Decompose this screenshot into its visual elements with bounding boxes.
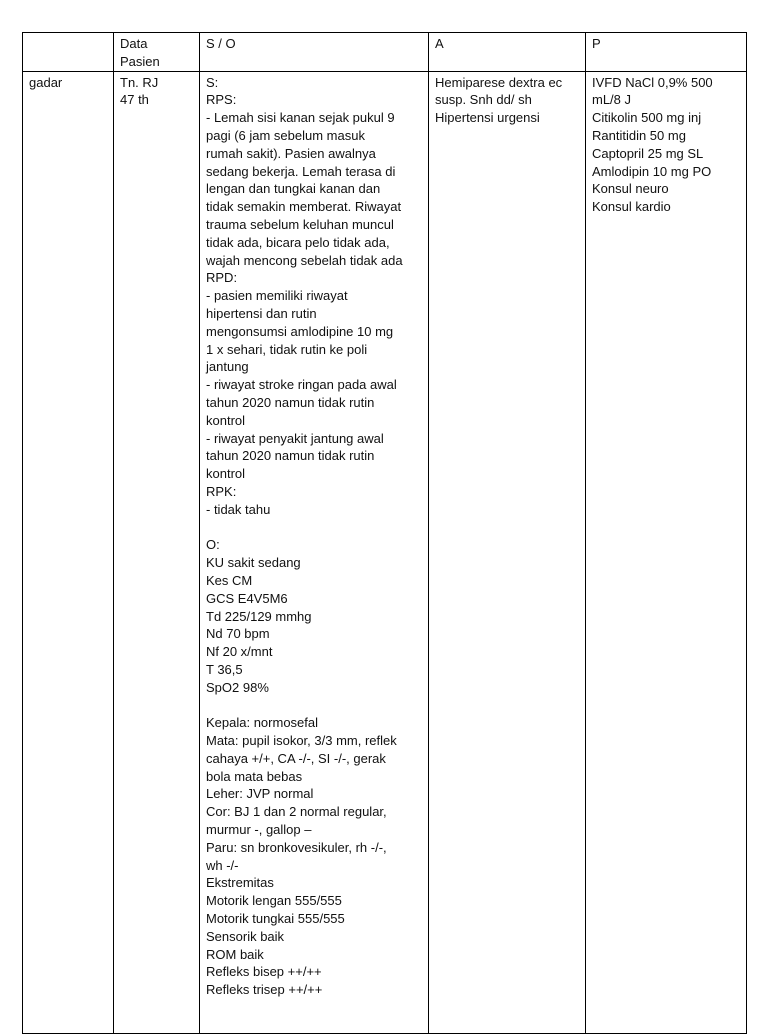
so-line: kontrol xyxy=(206,466,246,482)
plan-line: Rantitidin 50 mg xyxy=(592,127,686,143)
so-line xyxy=(206,696,423,714)
so-line: jantung xyxy=(206,359,249,375)
so-line: - Lemah sisi kanan sejak pukul 9 xyxy=(206,110,395,126)
header-col-setting xyxy=(23,33,114,72)
plan-line: Amlodipin 10 mg PO xyxy=(592,163,712,179)
header-patient-line1: Data xyxy=(120,36,148,51)
assessment-line: Hipertensi urgensi xyxy=(435,110,540,126)
so-line: tidak ada, bicara pelo tidak ada, xyxy=(206,234,390,250)
so-line: Refleks bisep ++/++ xyxy=(206,964,322,980)
soap-table xyxy=(22,32,747,1034)
so-line: RPK: xyxy=(206,483,237,499)
so-line: rumah sakit). Pasien awalnya xyxy=(206,145,376,161)
assessment-line: Hemiparese dextra ec xyxy=(435,74,563,90)
plan-cell xyxy=(586,71,747,1033)
so-line: Mata: pupil isokor, 3/3 mm, reflek xyxy=(206,733,397,749)
patient-age: 47 th xyxy=(120,92,149,108)
so-line: RPS: xyxy=(206,92,237,108)
so-line: hipertensi dan rutin xyxy=(206,305,317,321)
so-line: ROM baik xyxy=(206,946,264,962)
so-line: wajah mencong sebelah tidak ada xyxy=(206,252,403,268)
so-line: S: xyxy=(206,74,219,90)
header-col-plan: P xyxy=(586,33,747,72)
so-line: KU sakit sedang xyxy=(206,555,301,571)
so-line: Motorik lengan 555/555 xyxy=(206,893,342,909)
so-line: mengonsumsi amlodipine 10 mg xyxy=(206,323,394,339)
so-line: SpO2 98% xyxy=(206,679,269,695)
plan-line: IVFD NaCl 0,9% 500 xyxy=(592,74,713,90)
so-line: Nd 70 bpm xyxy=(206,626,270,642)
so-line: lengan dan tungkai kanan dan xyxy=(206,181,381,197)
header-row xyxy=(23,33,747,72)
so-line: Td 225/129 mmhg xyxy=(206,608,312,624)
so-line: sedang bekerja. Lemah terasa di xyxy=(206,163,396,179)
so-line: - pasien memiliki riwayat xyxy=(206,288,348,304)
so-line: Nf 20 x/mnt xyxy=(206,644,273,660)
so-line: Refleks trisep ++/++ xyxy=(206,982,323,998)
header-patient-line2: Pasien xyxy=(120,53,160,69)
so-line: Leher: JVP normal xyxy=(206,786,314,802)
patient-row xyxy=(23,71,747,1033)
so-line: cahaya +/+, CA -/-, SI -/-, gerak xyxy=(206,750,386,766)
so-line: RPD: xyxy=(206,270,238,286)
so-line: Kes CM xyxy=(206,572,253,588)
plan-line: Konsul kardio xyxy=(592,199,671,215)
so-line: T 36,5 xyxy=(206,661,243,677)
so-line: 1 x sehari, tidak rutin ke poli xyxy=(206,341,368,357)
plan-line: Citikolin 500 mg inj xyxy=(592,110,702,126)
so-line: tahun 2020 namun tidak rutin xyxy=(206,394,375,410)
patient-cell xyxy=(114,71,200,1033)
plan-line: Konsul neuro xyxy=(592,181,669,197)
so-line: GCS E4V5M6 xyxy=(206,590,288,606)
patient-name: Tn. RJ xyxy=(120,74,159,90)
plan-line: mL/8 J xyxy=(592,92,632,108)
so-line: trauma sebelum keluhan muncul xyxy=(206,216,394,232)
plan-line: Captopril 25 mg SL xyxy=(592,145,704,161)
assessment-line: susp. Snh dd/ sh xyxy=(435,92,532,108)
so-line: tahun 2020 namun tidak rutin xyxy=(206,448,375,464)
so-line: Sensorik baik xyxy=(206,928,285,944)
so-line: O: xyxy=(206,537,220,553)
so-line: murmur -, gallop – xyxy=(206,822,312,838)
so-line: tidak semakin memberat. Riwayat xyxy=(206,199,402,215)
so-line: Ekstremitas xyxy=(206,875,274,891)
so-line: Paru: sn bronkovesikuler, rh -/-, xyxy=(206,839,387,855)
so-line: Kepala: normosefal xyxy=(206,715,319,731)
setting-cell: gadar xyxy=(23,71,114,1033)
so-cell xyxy=(200,71,429,1033)
header-col-patient xyxy=(114,33,200,72)
so-line: bola mata bebas xyxy=(206,768,303,784)
header-col-assessment: A xyxy=(429,33,586,72)
so-line: - riwayat penyakit jantung awal xyxy=(206,430,384,446)
assessment-cell xyxy=(429,71,586,1033)
so-line: pagi (6 jam sebelum masuk xyxy=(206,127,365,143)
header-col-so: S / O xyxy=(200,33,429,72)
so-line: Cor: BJ 1 dan 2 normal regular, xyxy=(206,804,387,820)
so-line: kontrol xyxy=(206,412,246,428)
so-line xyxy=(206,519,423,537)
so-line: - tidak tahu xyxy=(206,501,271,517)
so-line: Motorik tungkai 555/555 xyxy=(206,911,345,927)
so-line: - riwayat stroke ringan pada awal xyxy=(206,377,397,393)
so-line: wh -/- xyxy=(206,857,239,873)
